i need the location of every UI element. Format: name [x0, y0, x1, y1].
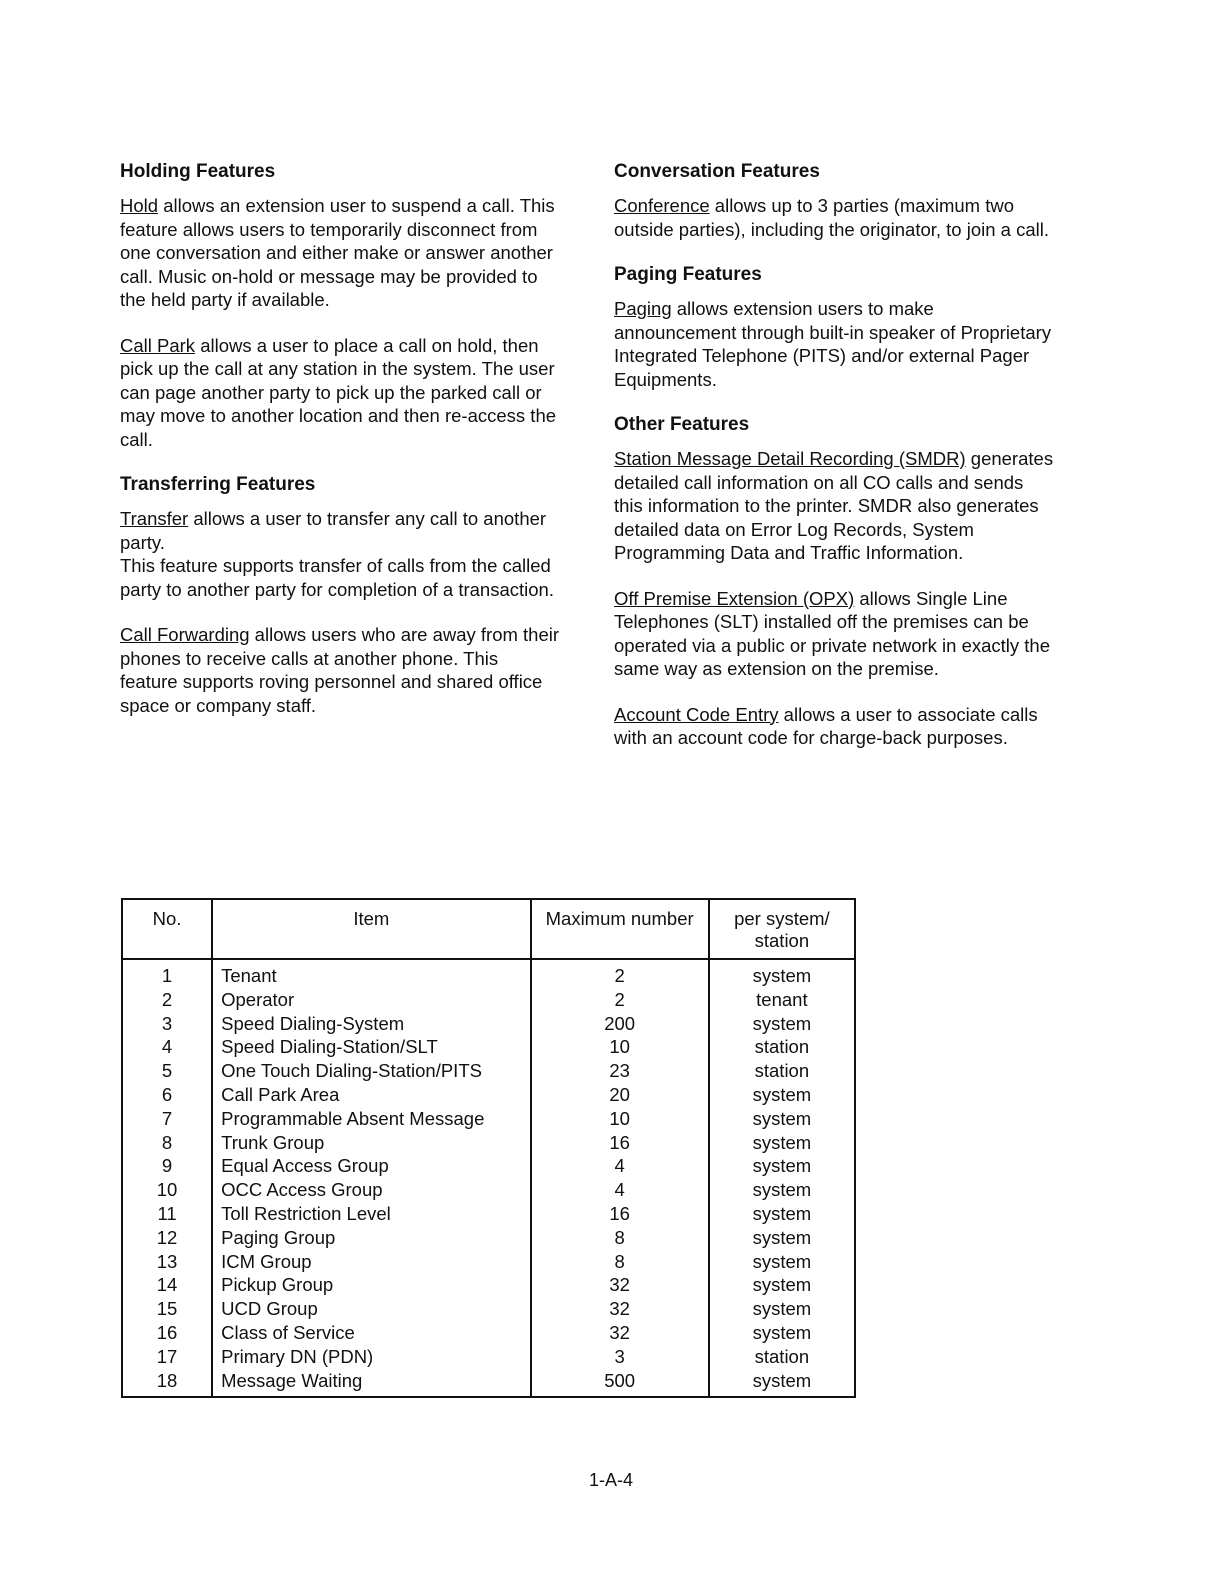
table-row	[122, 1250, 855, 1274]
cell-no: 6	[122, 1083, 212, 1107]
paging-paragraph	[614, 297, 1054, 391]
opx-paragraph	[614, 587, 1054, 681]
table-row	[122, 1369, 855, 1398]
cell-per: tenant	[709, 988, 855, 1012]
table-row	[122, 1202, 855, 1226]
cell-per: station	[709, 1345, 855, 1369]
call-park-term: Call Park	[120, 334, 196, 356]
cell-no: 11	[122, 1202, 212, 1226]
cell-no: 2	[122, 988, 212, 1012]
header-per-system-station: per system/ station	[709, 899, 855, 959]
cell-no: 5	[122, 1059, 212, 1083]
hold-description: allows an extension user to suspend a call. This feature allows users to temporarily disconnect from one conversation and either make or answer another call. Music on-hold or message may be provided to the held party if available.	[120, 195, 555, 310]
table-row	[122, 1345, 855, 1369]
cell-per: system	[709, 1154, 855, 1178]
cell-item: Class of Service	[212, 1321, 530, 1345]
cell-item: Trunk Group	[212, 1131, 530, 1155]
cell-no: 7	[122, 1107, 212, 1131]
cell-no: 15	[122, 1297, 212, 1321]
holding-features-heading: Holding Features	[120, 161, 276, 182]
header-maximum-number: Maximum number	[531, 899, 709, 959]
table-row	[122, 1321, 855, 1345]
cell-no: 17	[122, 1345, 212, 1369]
transfer-description: allows a user to transfer any call to another party.	[120, 508, 547, 553]
cell-no: 8	[122, 1131, 212, 1155]
cell-no: 18	[122, 1369, 212, 1398]
call-park-paragraph	[120, 334, 560, 452]
cell-no: 12	[122, 1226, 212, 1250]
opx-term: Off Premise Extension (OPX)	[614, 587, 855, 609]
cell-per: system	[709, 1083, 855, 1107]
paging-description: allows extension users to make announcement through built-in speaker of Proprietary Integrated Telephone (PITS) and/or external Pager Equipments.	[614, 298, 1052, 390]
cell-per: system	[709, 1250, 855, 1274]
cell-maximum-number: 10	[531, 1035, 709, 1059]
cell-no: 10	[122, 1178, 212, 1202]
transfer-paragraph	[120, 507, 560, 601]
cell-no: 3	[122, 1012, 212, 1036]
cell-item: Equal Access Group	[212, 1154, 530, 1178]
paging-term: Paging	[614, 298, 672, 319]
smdr-description: generates detailed call information on all CO calls and sends this information to the printer. SMDR also generates detailed data on Error Log Records, System Programming Data and Traffic Information.	[614, 448, 1054, 563]
cell-item: Speed Dialing-Station/SLT	[212, 1035, 530, 1059]
page-number: 1-A-4	[588, 1470, 633, 1490]
table-row	[122, 1083, 855, 1107]
opx-description: allows Single Line Telephones (SLT) installed off the premises can be operated via a public or private network in exactly the same way as extension on the premise.	[614, 587, 1051, 679]
smdr-paragraph	[614, 447, 1054, 565]
table-row	[122, 1226, 855, 1250]
cell-maximum-number: 200	[531, 1012, 709, 1036]
cell-maximum-number: 4	[531, 1154, 709, 1178]
cell-maximum-number: 32	[531, 1297, 709, 1321]
cell-maximum-number: 10	[531, 1107, 709, 1131]
cell-maximum-number: 2	[531, 959, 709, 988]
cell-item: Speed Dialing-System	[212, 1012, 530, 1036]
cell-per: system	[709, 959, 855, 988]
table-row	[122, 959, 855, 988]
cell-maximum-number: 500	[531, 1369, 709, 1398]
cell-no: 16	[122, 1321, 212, 1345]
header-no: No.	[122, 899, 212, 959]
left-column	[120, 160, 560, 739]
cell-item: Tenant	[212, 959, 530, 988]
cell-maximum-number: 16	[531, 1202, 709, 1226]
cell-item: Toll Restriction Level	[212, 1202, 530, 1226]
cell-per: system	[709, 1012, 855, 1036]
cell-maximum-number: 4	[531, 1178, 709, 1202]
conversation-features-heading: Conversation Features	[614, 161, 820, 182]
table-row	[122, 1297, 855, 1321]
call-forwarding-term: Call Forwarding	[120, 624, 250, 645]
cell-per: system	[709, 1226, 855, 1250]
cell-no: 4	[122, 1035, 212, 1059]
cell-item: One Touch Dialing-Station/PITS	[212, 1059, 530, 1083]
table-body	[122, 959, 855, 1397]
cell-maximum-number: 8	[531, 1250, 709, 1274]
cell-maximum-number: 32	[531, 1273, 709, 1297]
transferring-features-heading: Transferring Features	[120, 474, 316, 495]
account-code-paragraph	[614, 703, 1054, 750]
cell-item: Operator	[212, 988, 530, 1012]
table-header-row	[122, 899, 855, 959]
account-code-term: Account Code Entry	[614, 703, 779, 725]
table-row	[122, 1178, 855, 1202]
conference-paragraph	[614, 194, 1054, 241]
cell-no: 14	[122, 1273, 212, 1297]
conference-description: allows up to 3 parties (maximum two outside parties), including the originator, to join a call.	[614, 195, 1050, 240]
hold-paragraph	[120, 194, 560, 312]
paging-features-heading: Paging Features	[614, 264, 762, 285]
other-features-heading: Other Features	[614, 414, 750, 435]
cell-item: Primary DN (PDN)	[212, 1345, 530, 1369]
cell-item: ICM Group	[212, 1250, 530, 1274]
cell-maximum-number: 23	[531, 1059, 709, 1083]
cell-maximum-number: 16	[531, 1131, 709, 1155]
table-row	[122, 1035, 855, 1059]
cell-maximum-number: 8	[531, 1226, 709, 1250]
cell-maximum-number: 32	[531, 1321, 709, 1345]
cell-item: Paging Group	[212, 1226, 530, 1250]
cell-per: system	[709, 1131, 855, 1155]
account-code-description: allows a user to associate calls with an account code for charge-back purposes.	[614, 703, 1038, 748]
cell-per: station	[709, 1059, 855, 1083]
smdr-term: Station Message Detail Recording (SMDR)	[614, 448, 966, 469]
table-row	[122, 1131, 855, 1155]
transfer-description-2: This feature supports transfer of calls from the called party to another party for completion of a transaction.	[120, 555, 554, 600]
cell-item: Pickup Group	[212, 1273, 530, 1297]
hold-term: Hold	[120, 195, 159, 216]
cell-item: UCD Group	[212, 1297, 530, 1321]
cell-per: system	[709, 1178, 855, 1202]
cell-maximum-number: 2	[531, 988, 709, 1012]
cell-maximum-number: 20	[531, 1083, 709, 1107]
cell-no: 13	[122, 1250, 212, 1274]
cell-per: system	[709, 1321, 855, 1345]
system-capacity-table	[121, 898, 856, 1398]
cell-per: system	[709, 1273, 855, 1297]
cell-per: system	[709, 1107, 855, 1131]
cell-maximum-number: 3	[531, 1345, 709, 1369]
cell-per: station	[709, 1035, 855, 1059]
cell-item: Call Park Area	[212, 1083, 530, 1107]
call-forwarding-paragraph	[120, 623, 560, 717]
table-row	[122, 1059, 855, 1083]
cell-no: 1	[122, 959, 212, 988]
conference-term: Conference	[614, 195, 710, 216]
table-row	[122, 988, 855, 1012]
call-forwarding-description: allows users who are away from their phones to receive calls at another phone. This feature supports roving personnel and shared office space or company staff.	[120, 624, 560, 716]
table-row	[122, 1154, 855, 1178]
cell-item: OCC Access Group	[212, 1178, 530, 1202]
cell-per: system	[709, 1297, 855, 1321]
table-row	[122, 1107, 855, 1131]
header-item: Item	[212, 899, 530, 959]
transfer-term: Transfer	[120, 508, 189, 529]
cell-item: Message Waiting	[212, 1369, 530, 1398]
cell-no: 9	[122, 1154, 212, 1178]
call-park-description: allows a user to place a call on hold, then pick up the call at any station in the system. The user can page another party to pick up the parked call or may move to another location and then re-access the call.	[120, 334, 557, 450]
cell-per: system	[709, 1369, 855, 1398]
cell-item: Programmable Absent Message	[212, 1107, 530, 1131]
table-row	[122, 1012, 855, 1036]
table-row	[122, 1273, 855, 1297]
cell-per: system	[709, 1202, 855, 1226]
right-column	[614, 160, 1054, 772]
